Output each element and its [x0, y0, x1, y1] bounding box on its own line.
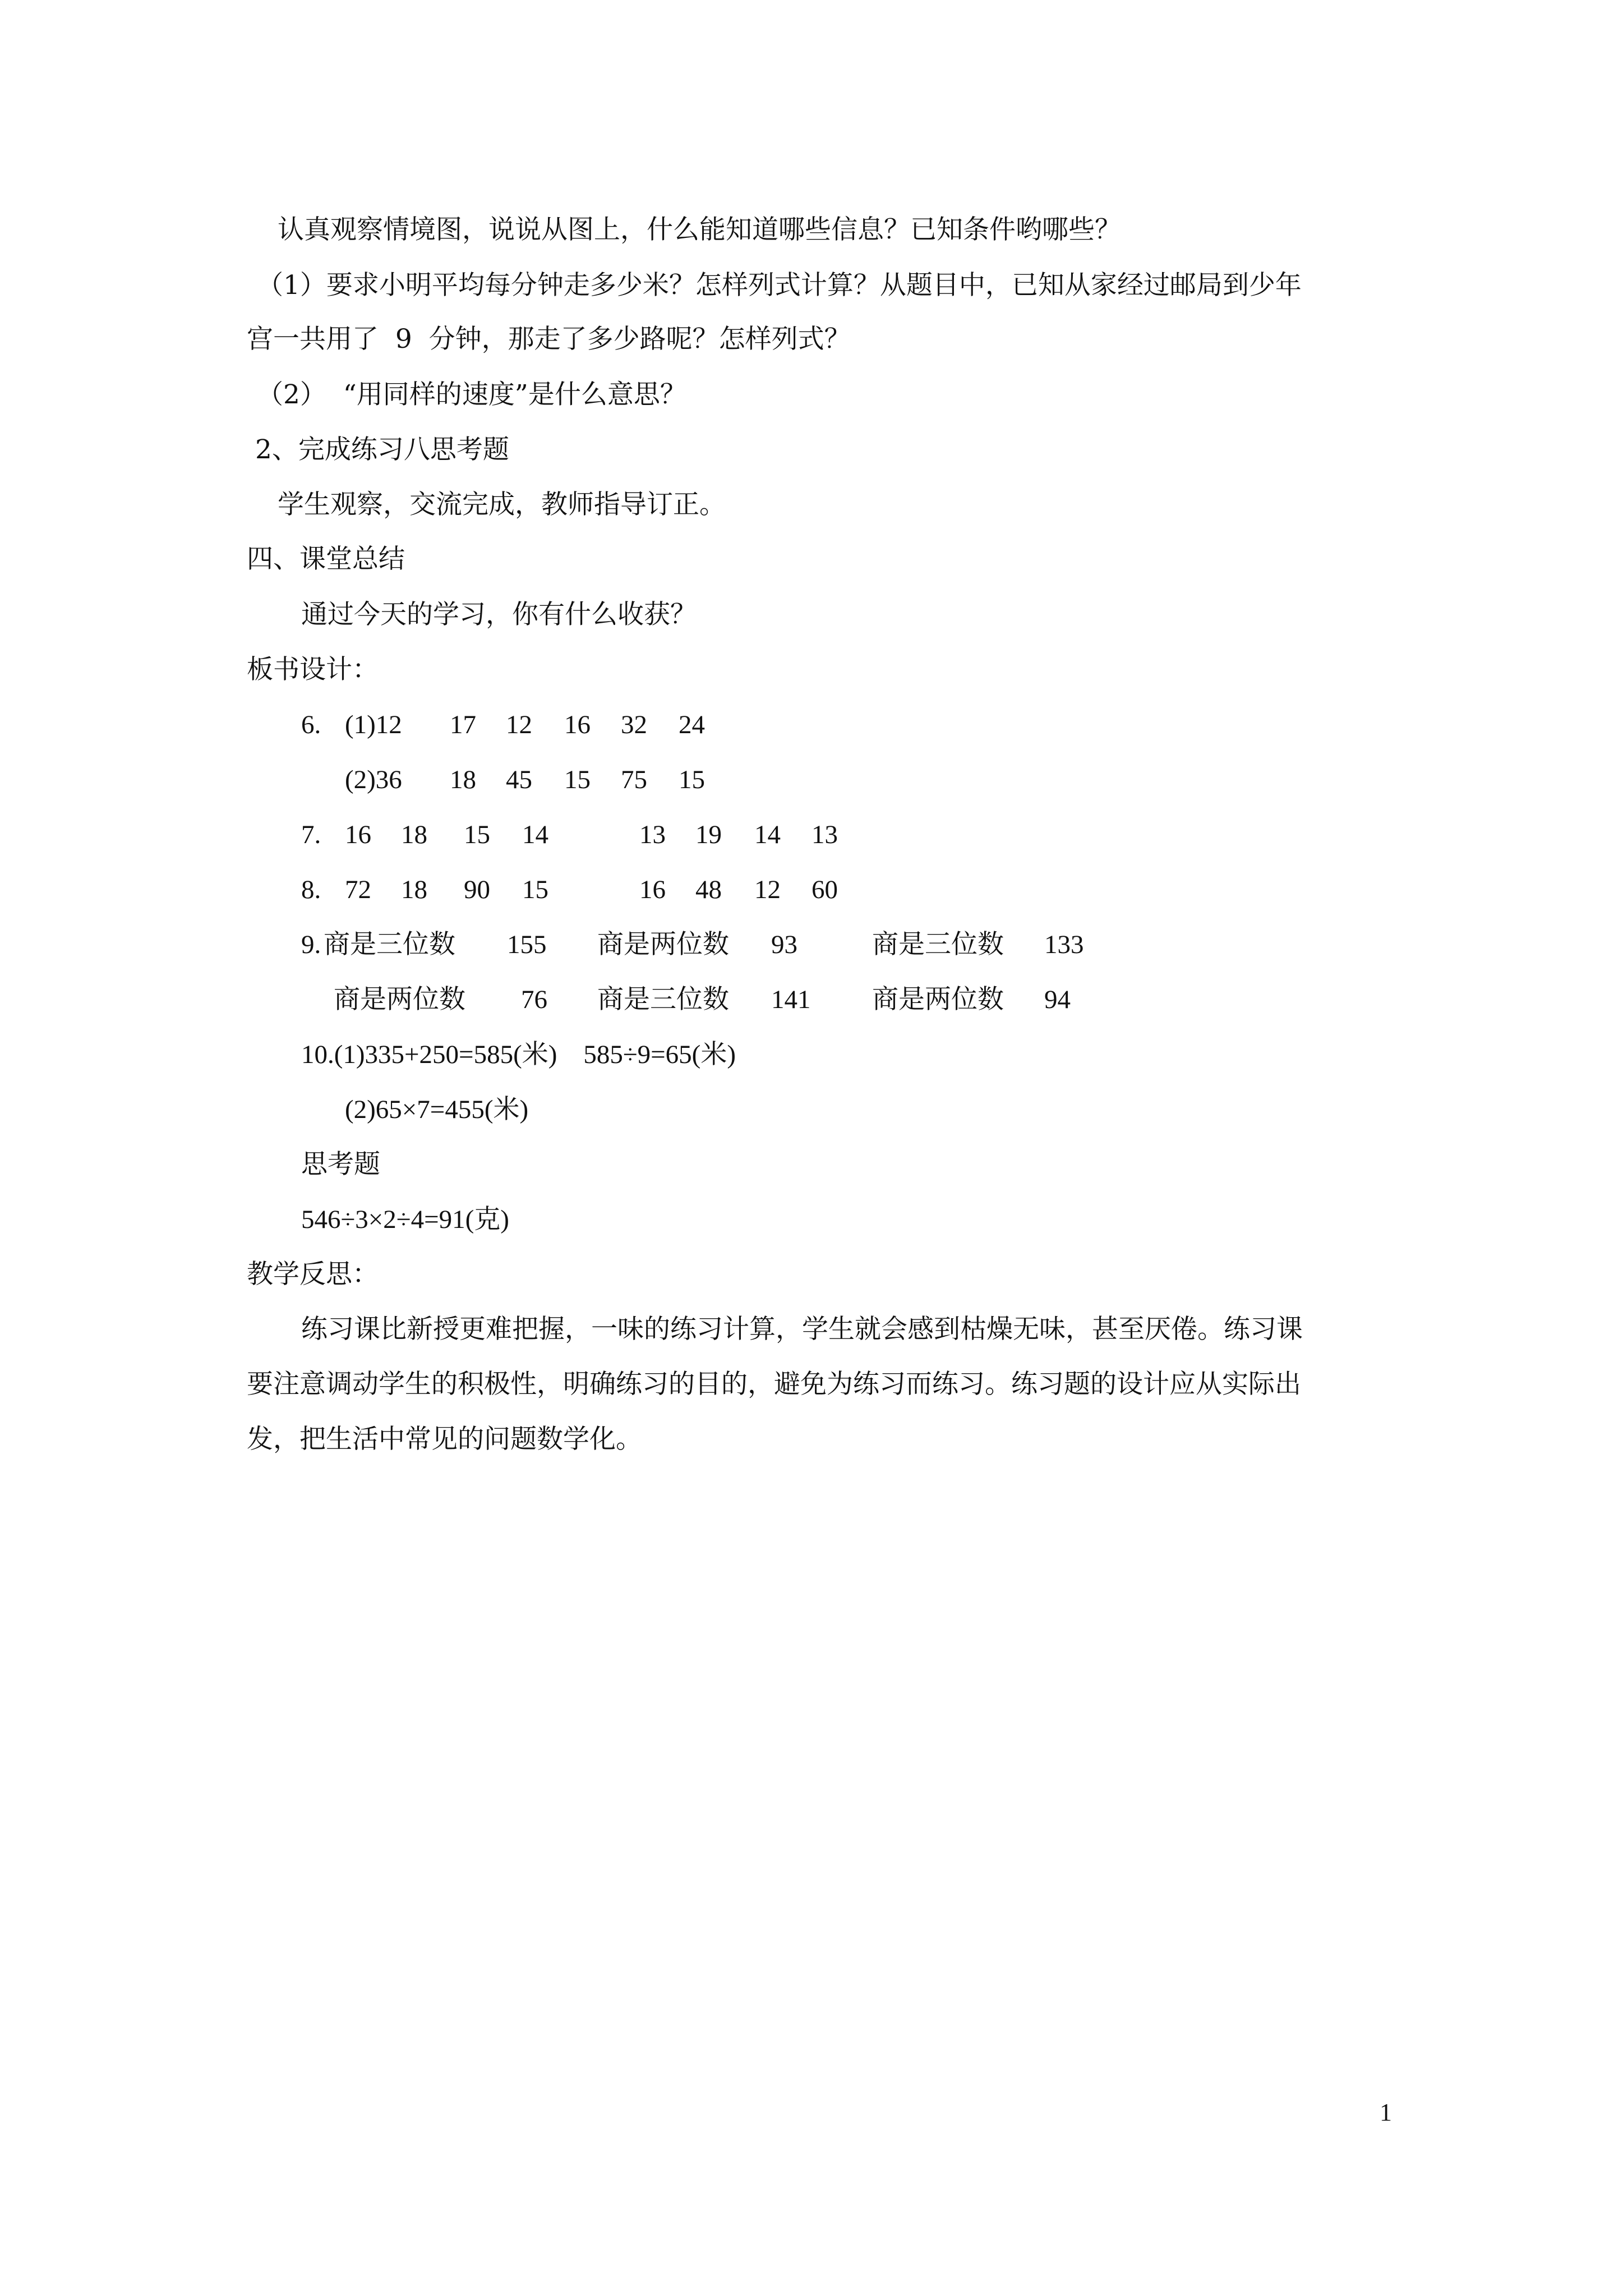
answer-cell: 19 — [695, 820, 722, 849]
reflection-line-1: 练习课比新授更难把握，一味的练习计算，学生就会感到枯燥无味，甚至厌倦。练习课 — [301, 1314, 1303, 1345]
answer-cell: 93 — [771, 930, 797, 959]
answer-cell: 141 — [771, 985, 811, 1014]
answer-cell: 18 — [450, 765, 476, 794]
answer-cell: 13 — [811, 820, 838, 849]
thinking-question-heading: 思考题 — [301, 1149, 380, 1180]
answer-cell: 12 — [506, 710, 532, 739]
answer-cell: (2)36 — [345, 765, 402, 794]
step-2-heading: 2、完成练习八思考题 — [255, 434, 509, 465]
summary-heading: 四、课堂总结 — [247, 544, 405, 574]
answer-cell: 14 — [522, 820, 548, 849]
answer-cell: 75 — [621, 765, 647, 794]
page-number: 1 — [1380, 2099, 1392, 2126]
exercise-10-line-1: 10.(1)335+250=585(米) 585÷9=65(米) — [301, 1040, 736, 1069]
answer-label: 商是两位数 — [334, 985, 465, 1014]
observe-instruction: 认真观察情境图，说说从图上，什么能知道哪些信息？已知条件哟哪些？ — [278, 214, 1121, 245]
thinking-question-answer: 546÷3×2÷4=91(克) — [301, 1205, 509, 1234]
answer-cell: 16 — [564, 710, 591, 739]
reflection-line-2: 要注意调动学生的积极性，明确练习的目的，避免为练习而练习。练习题的设计应从实际出 — [247, 1369, 1301, 1400]
answer-cell: 45 — [506, 765, 532, 794]
answer-cell: 15 — [679, 765, 705, 794]
exercise-10-line-2: (2)65×7=455(米) — [345, 1095, 529, 1124]
answer-label: 商是两位数 — [597, 930, 729, 959]
question-1-line-2: 宫一共用了 9 分钟，那走了多少路呢？怎样列式？ — [247, 324, 851, 355]
exercise-label: 8. — [301, 875, 321, 904]
question-2: （2） “用同样的速度”是什么意思？ — [257, 379, 686, 410]
answer-cell: 17 — [450, 710, 476, 739]
answer-cell: 14 — [754, 820, 781, 849]
exercise-8-row — [301, 872, 918, 908]
board-heading: 板书设计： — [247, 654, 379, 685]
answer-label: 商是三位数 — [597, 985, 729, 1014]
exercise-label: 9. — [301, 930, 321, 959]
answer-label: 商是两位数 — [872, 985, 1004, 1014]
answer-cell: 15 — [564, 765, 591, 794]
answer-cell: 13 — [639, 820, 666, 849]
answer-cell: 16 — [639, 875, 666, 904]
answer-label: 商是三位数 — [324, 930, 455, 959]
answer-cell: 72 — [345, 875, 371, 904]
answer-cell: 12 — [754, 875, 781, 904]
answer-label: 商是三位数 — [872, 930, 1004, 959]
reflection-line-3: 发，把生活中常见的问题数学化。 — [247, 1424, 642, 1455]
exercise-6-row-2 — [301, 762, 862, 798]
summary-text: 通过今天的学习，你有什么收获？ — [301, 599, 697, 630]
answer-cell: 155 — [507, 930, 547, 959]
answer-cell: 90 — [464, 875, 490, 904]
answer-cell: 94 — [1044, 985, 1071, 1014]
question-1-line-1: （1）要求小明平均每分钟走多少米？怎样列式计算？从题目中，已知从家经过邮局到少年 — [257, 270, 1302, 301]
answer-cell: (1)12 — [345, 710, 402, 739]
exercise-6-row-1 — [301, 707, 862, 743]
answer-cell: 15 — [522, 875, 548, 904]
answer-cell: 24 — [679, 710, 705, 739]
answer-cell: 18 — [401, 875, 427, 904]
answer-cell: 32 — [621, 710, 647, 739]
exercise-label: 7. — [301, 820, 321, 849]
answer-cell: 76 — [521, 985, 547, 1014]
answer-cell: 18 — [401, 820, 427, 849]
exercise-label: 6. — [301, 710, 321, 739]
reflection-heading: 教学反思： — [247, 1259, 379, 1290]
exercise-9-row-1 — [301, 927, 1142, 963]
answer-cell: 16 — [345, 820, 371, 849]
step-2-description: 学生观察，交流完成，教师指导订正。 — [278, 489, 726, 520]
answer-cell: 60 — [811, 875, 838, 904]
answer-cell: 15 — [464, 820, 490, 849]
exercise-9-row-2 — [301, 982, 1142, 1018]
answer-cell: 133 — [1044, 930, 1084, 959]
exercise-7-row — [301, 817, 918, 853]
answer-cell: 48 — [695, 875, 722, 904]
